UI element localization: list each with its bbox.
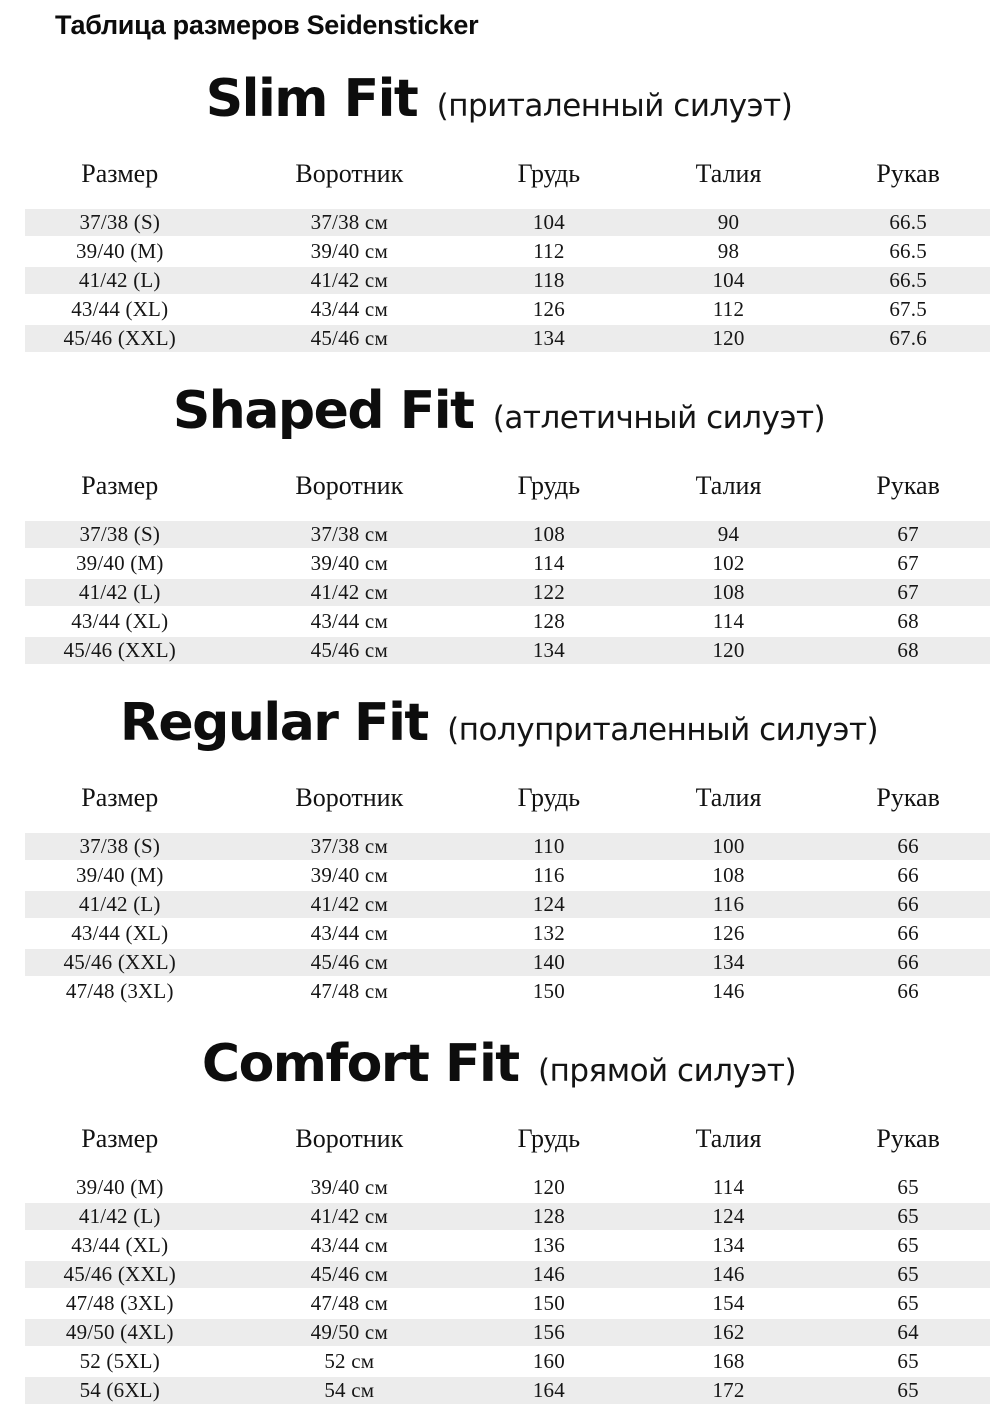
table-row [0, 549, 998, 578]
table-cell: 65 [897, 1204, 919, 1228]
table-cell: 68 [897, 609, 919, 633]
table-cell: 45/46 (XXL) [63, 326, 176, 350]
table-cell: 47/48 (3XL) [65, 979, 174, 1003]
table-cell: 41/42 см [310, 268, 388, 292]
table-cell: 120 [712, 326, 745, 350]
column-header: Размер [81, 159, 159, 188]
table-rows [0, 832, 998, 1006]
table-cell: 43/44 (XL) [71, 921, 169, 945]
column-header: Талия [695, 159, 762, 188]
column-header: Размер [81, 471, 159, 500]
table-cell: 128 [532, 1204, 565, 1228]
table-cell: 116 [533, 863, 565, 887]
table-cell: 67 [897, 580, 919, 604]
column-header: Воротник [295, 471, 404, 500]
table-cell: 37/38 см [310, 522, 388, 546]
column-header: Воротник [295, 783, 404, 812]
table-row [0, 266, 998, 295]
table-cell: 65 [897, 1233, 919, 1257]
table-cell: 126 [532, 297, 565, 321]
table-cell: 66 [897, 834, 919, 858]
table-row [0, 861, 998, 890]
page-title: Таблица размеров Seidensticker [55, 10, 479, 40]
table-row [0, 520, 998, 549]
table-row [0, 295, 998, 324]
table-cell: 39/40 (M) [75, 551, 164, 575]
table-cell: 66 [897, 863, 919, 887]
table-cell: 134 [532, 638, 565, 662]
table-cell: 68 [897, 638, 919, 662]
table-cell: 67.5 [889, 297, 927, 321]
table-cell: 124 [532, 892, 565, 916]
column-header: Талия [695, 1124, 762, 1153]
table-cell: 65 [897, 1175, 919, 1199]
size-section [0, 689, 998, 1006]
section-heading [0, 689, 998, 770]
table-cell: 41/42 (L) [78, 892, 161, 916]
table-cell: 108 [712, 580, 745, 604]
table-row [0, 1347, 998, 1376]
table-cell: 108 [532, 522, 565, 546]
table-cell: 114 [712, 609, 745, 633]
table-cell: 43/44 см [310, 297, 388, 321]
table-cell: 66 [897, 921, 919, 945]
table-cell: 47/48 см [310, 1291, 388, 1315]
table-row [0, 237, 998, 266]
table-cell: 164 [532, 1378, 565, 1402]
table-cell: 110 [533, 834, 565, 858]
table-row [0, 919, 998, 948]
table-cell: 39/40 см [310, 863, 388, 887]
table-cell: 39/40 (M) [75, 863, 164, 887]
table-cell: 39/40 (M) [75, 1175, 164, 1199]
table-rows [0, 1173, 998, 1405]
table-cell: 118 [533, 268, 565, 292]
table-cell: 49/50 см [310, 1320, 388, 1344]
table-cell: 39/40 см [310, 551, 388, 575]
table-cell: 146 [532, 1262, 565, 1286]
size-tables [0, 65, 998, 1405]
table-rows [0, 520, 998, 665]
table-cell: 37/38 (S) [79, 210, 161, 234]
table-cell: 41/42 (L) [78, 1204, 161, 1228]
table-cell: 54 (6XL) [79, 1378, 160, 1402]
table-cell: 45/46 (XXL) [63, 638, 176, 662]
column-header: Рукав [876, 1124, 940, 1153]
section-heading [0, 65, 998, 146]
table-cell: 43/44 (XL) [71, 1233, 169, 1257]
table-row [0, 578, 998, 607]
table-cell: 112 [533, 239, 565, 263]
section-title: Shaped Fit [172, 381, 474, 441]
table-cell: 132 [532, 921, 565, 945]
table-cell: 66.5 [889, 210, 927, 234]
table-cell: 94 [717, 522, 740, 546]
table-cell: 41/42 (L) [78, 580, 161, 604]
table-cell: 100 [712, 834, 745, 858]
table-cell: 43/44 см [310, 921, 388, 945]
table-cell: 67.6 [889, 326, 927, 350]
table-cell: 136 [532, 1233, 565, 1257]
column-header: Рукав [876, 783, 940, 812]
table-cell: 146 [712, 979, 745, 1003]
table-cell: 104 [532, 210, 565, 234]
column-header: Размер [81, 783, 159, 812]
table-cell: 43/44 (XL) [71, 297, 169, 321]
table-cell: 43/44 см [310, 609, 388, 633]
column-header: Размер [81, 1124, 159, 1153]
column-header: Грудь [517, 471, 581, 500]
table-cell: 41/42 см [310, 892, 388, 916]
size-section [0, 65, 998, 353]
table-cell: 154 [712, 1291, 745, 1315]
table-row [0, 1376, 998, 1405]
table-cell: 120 [532, 1175, 565, 1199]
column-header: Грудь [517, 783, 581, 812]
table-cell: 37/38 см [310, 210, 388, 234]
table-cell: 140 [532, 950, 565, 974]
table-cell: 64 [897, 1320, 919, 1344]
table-cell: 128 [532, 609, 565, 633]
column-header-row [0, 780, 998, 816]
table-cell: 54 см [324, 1378, 375, 1402]
table-cell: 52 (5XL) [79, 1349, 160, 1373]
table-cell: 134 [712, 950, 745, 974]
section-subtitle: (приталенный силуэт) [427, 88, 793, 124]
table-cell: 66 [897, 950, 919, 974]
table-cell: 47/48 см [310, 979, 388, 1003]
table-cell: 134 [712, 1233, 745, 1257]
column-header: Грудь [517, 1124, 581, 1153]
column-header: Рукав [876, 471, 940, 500]
table-row [0, 948, 998, 977]
table-cell: 156 [532, 1320, 565, 1344]
section-subtitle: (атлетичный силуэт) [483, 400, 826, 436]
column-header: Грудь [517, 159, 581, 188]
table-cell: 114 [533, 551, 565, 575]
section-title: Slim Fit [205, 69, 418, 129]
table-cell: 45/46 (XXL) [63, 1262, 176, 1286]
table-row [0, 890, 998, 919]
column-header: Воротник [295, 159, 404, 188]
table-row [0, 636, 998, 665]
section-heading [0, 377, 998, 458]
table-cell: 66 [897, 979, 919, 1003]
table-cell: 124 [712, 1204, 745, 1228]
table-cell: 39/40 см [310, 239, 388, 263]
table-cell: 45/46 см [310, 326, 388, 350]
table-cell: 104 [712, 268, 745, 292]
table-row [0, 208, 998, 237]
table-cell: 90 [717, 210, 740, 234]
table-row [0, 832, 998, 861]
table-cell: 150 [532, 1291, 565, 1315]
table-cell: 160 [532, 1349, 565, 1373]
table-cell: 67 [897, 522, 919, 546]
table-cell: 67 [897, 551, 919, 575]
table-cell: 39/40 (M) [75, 239, 164, 263]
table-cell: 134 [532, 326, 565, 350]
column-header: Талия [695, 471, 762, 500]
column-header-row [0, 468, 998, 504]
table-cell: 66.5 [889, 239, 927, 263]
table-cell: 122 [532, 580, 565, 604]
table-cell: 168 [712, 1349, 745, 1373]
table-cell: 41/42 см [310, 580, 388, 604]
column-header: Талия [695, 783, 762, 812]
table-cell: 37/38 (S) [79, 834, 161, 858]
table-row [0, 1260, 998, 1289]
table-cell: 45/46 (XXL) [63, 950, 176, 974]
column-header: Воротник [295, 1124, 404, 1153]
size-section [0, 1030, 998, 1405]
table-cell: 47/48 (3XL) [65, 1291, 174, 1315]
section-subtitle: (полуприталенный силуэт) [437, 712, 879, 748]
section-title: Regular Fit [119, 693, 428, 753]
table-row [0, 607, 998, 636]
table-cell: 116 [712, 892, 745, 916]
table-cell: 172 [712, 1378, 745, 1402]
table-cell: 66.5 [889, 268, 927, 292]
table-cell: 98 [717, 239, 740, 263]
table-cell: 150 [532, 979, 565, 1003]
table-cell: 108 [712, 863, 745, 887]
table-cell: 65 [897, 1291, 919, 1315]
table-cell: 45/46 см [310, 1262, 388, 1286]
table-row [0, 1202, 998, 1231]
table-cell: 146 [712, 1262, 745, 1286]
table-cell: 41/42 (L) [78, 268, 161, 292]
table-cell: 49/50 (4XL) [65, 1320, 174, 1344]
table-cell: 65 [897, 1349, 919, 1373]
table-cell: 52 см [324, 1349, 375, 1373]
table-cell: 66 [897, 892, 919, 916]
table-cell: 65 [897, 1378, 919, 1402]
table-row [0, 324, 998, 353]
table-cell: 120 [712, 638, 745, 662]
table-cell: 162 [712, 1320, 745, 1344]
column-header-row [0, 1121, 998, 1157]
column-header: Рукав [876, 159, 940, 188]
table-cell: 45/46 см [310, 950, 388, 974]
table-row [0, 1318, 998, 1347]
table-row [0, 1231, 998, 1260]
table-cell: 43/44 (XL) [71, 609, 169, 633]
table-cell: 65 [897, 1262, 919, 1286]
table-cell: 102 [712, 551, 745, 575]
table-cell: 41/42 см [310, 1204, 388, 1228]
size-section [0, 377, 998, 665]
table-cell: 37/38 см [310, 834, 388, 858]
table-cell: 37/38 (S) [79, 522, 161, 546]
section-subtitle: (прямой силуэт) [528, 1053, 797, 1089]
table-cell: 126 [712, 921, 745, 945]
table-cell: 45/46 см [310, 638, 388, 662]
table-cell: 39/40 см [310, 1175, 388, 1199]
section-title: Comfort Fit [201, 1034, 519, 1094]
section-heading [0, 1030, 998, 1111]
column-header-row [0, 156, 998, 192]
table-cell: 114 [712, 1175, 745, 1199]
table-row [0, 1173, 998, 1202]
table-rows [0, 208, 998, 353]
table-cell: 43/44 см [310, 1233, 388, 1257]
table-row [0, 1289, 998, 1318]
table-row [0, 977, 998, 1006]
table-cell: 112 [712, 297, 745, 321]
